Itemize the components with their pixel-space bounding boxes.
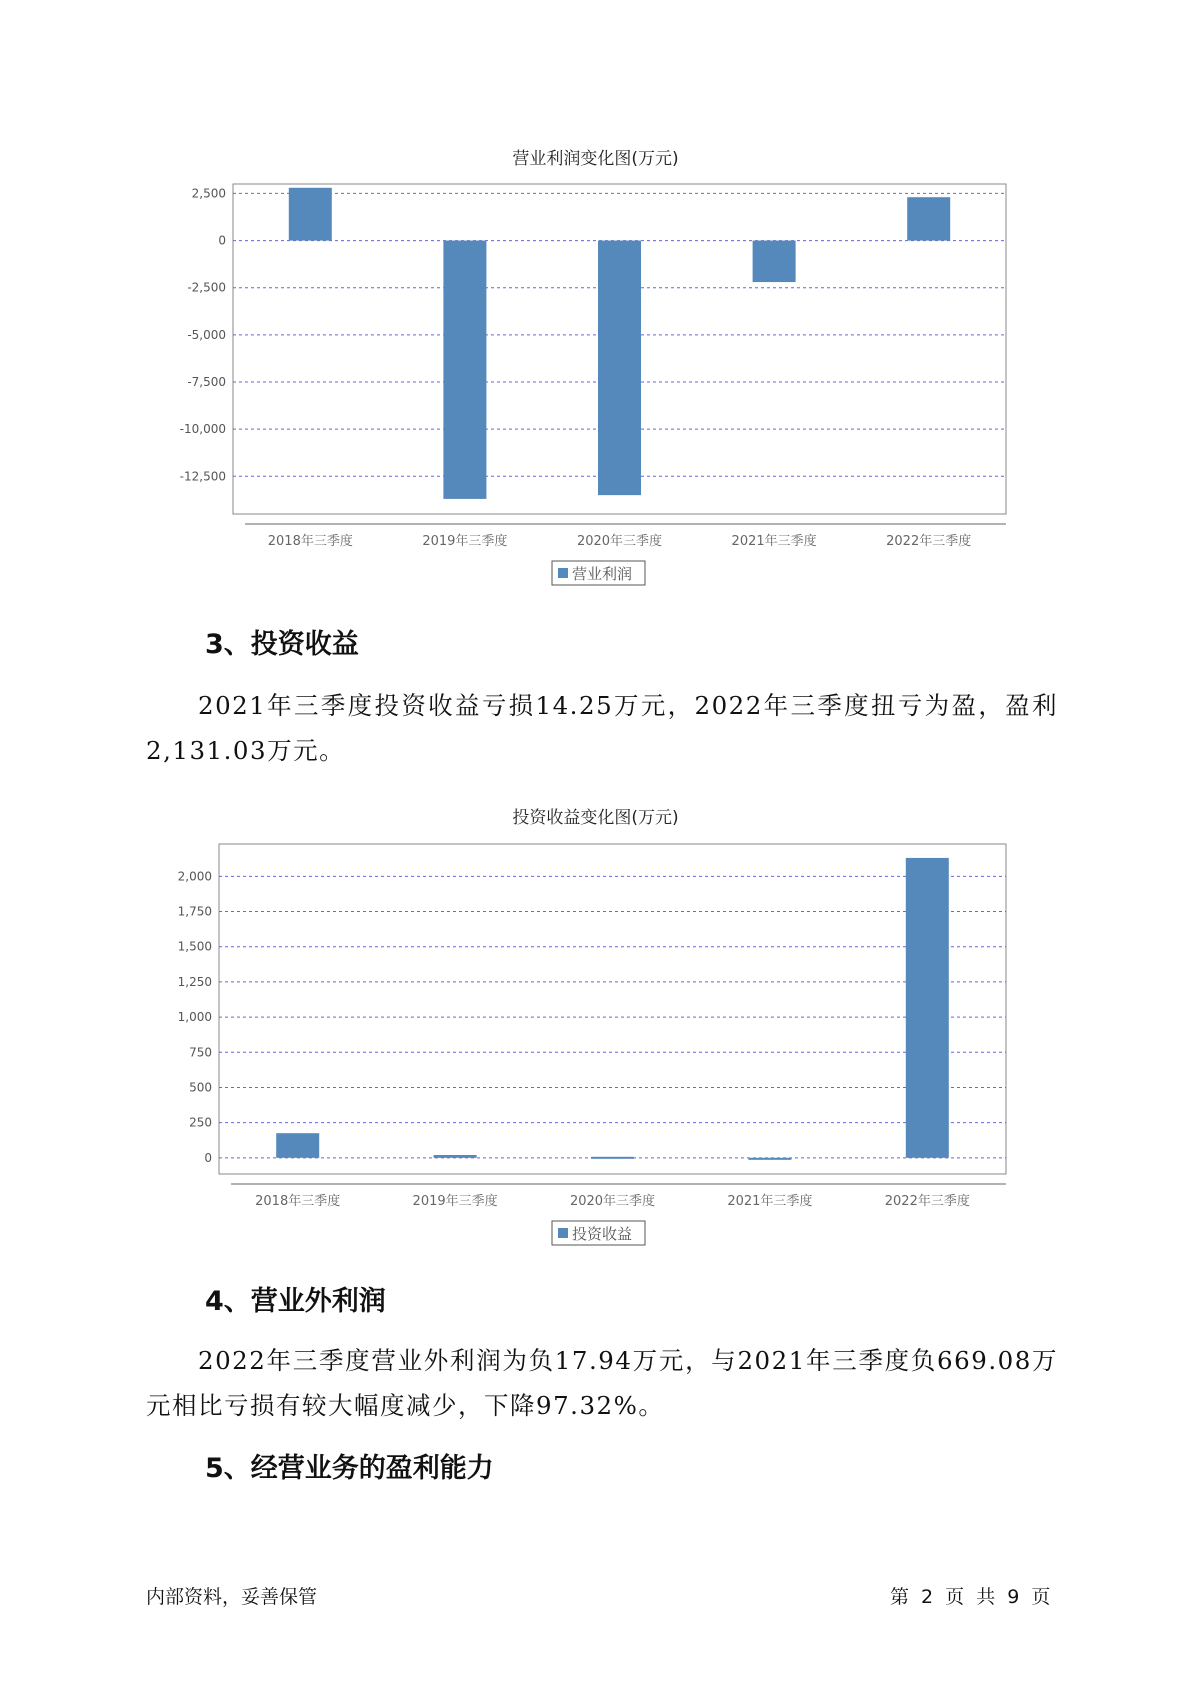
y-tick-label: 0 bbox=[204, 1150, 212, 1165]
x-tick-label: 2019年三季度 bbox=[412, 1194, 498, 1209]
investment-income-chart bbox=[0, 840, 1191, 1260]
section-3-heading: 3、投资收益 bbox=[205, 629, 359, 660]
y-tick-label: 0 bbox=[218, 233, 226, 248]
y-tick-label: -10,000 bbox=[179, 422, 226, 437]
x-tick-label: 2019年三季度 bbox=[422, 534, 508, 549]
chart2-title: 投资收益变化图(万元) bbox=[512, 808, 679, 828]
bar bbox=[748, 1158, 791, 1160]
y-tick-label: -2,500 bbox=[187, 280, 226, 295]
y-tick-label: -12,500 bbox=[179, 469, 226, 484]
legend-label: 营业利润 bbox=[572, 565, 633, 583]
legend-swatch bbox=[558, 1228, 568, 1238]
y-tick-label: 750 bbox=[189, 1045, 212, 1060]
x-tick-label: 2021年三季度 bbox=[731, 534, 817, 549]
x-tick-label: 2020年三季度 bbox=[576, 534, 663, 549]
y-tick-label: 250 bbox=[189, 1115, 212, 1130]
legend-label: 投资收益 bbox=[572, 1225, 633, 1243]
legend-swatch bbox=[558, 568, 568, 578]
bar bbox=[906, 858, 949, 1158]
y-tick-label: 1,500 bbox=[177, 939, 212, 954]
bar bbox=[907, 197, 950, 240]
x-tick-label: 2021年三季度 bbox=[727, 1194, 813, 1209]
x-tick-label: 2020年三季度 bbox=[569, 1194, 656, 1209]
y-tick-label: -5,000 bbox=[187, 327, 226, 342]
x-tick-label: 2018年三季度 bbox=[267, 534, 353, 549]
y-tick-label: 1,000 bbox=[177, 1010, 212, 1025]
plot-area bbox=[219, 844, 1006, 1174]
y-tick-label: 2,000 bbox=[177, 869, 212, 884]
footer-page-number: 第 2 页 共 9 页 bbox=[890, 1586, 1051, 1608]
y-tick-label: 1,750 bbox=[177, 904, 212, 919]
bar bbox=[443, 241, 486, 499]
bar bbox=[598, 241, 641, 496]
bar bbox=[276, 1133, 319, 1158]
bar bbox=[289, 188, 332, 241]
chart1-title: 营业利润变化图(万元) bbox=[512, 149, 679, 169]
section-4-heading: 4、营业外利润 bbox=[205, 1286, 386, 1317]
operating-profit-chart bbox=[0, 180, 1191, 600]
section-4-paragraph: 2022年三季度营业外利润为负17.94万元，与2021年三季度负669.08万元相比亏损有较大幅度减少，下降97.32%。 bbox=[146, 1346, 1058, 1420]
section-5-heading: 5、经营业务的盈利能力 bbox=[205, 1453, 494, 1484]
y-tick-label: 2,500 bbox=[191, 186, 226, 201]
x-tick-label: 2022年三季度 bbox=[884, 1194, 970, 1209]
y-tick-label: 500 bbox=[189, 1080, 212, 1095]
x-tick-label: 2018年三季度 bbox=[255, 1194, 341, 1209]
bar bbox=[753, 241, 796, 282]
y-tick-label: 1,250 bbox=[177, 974, 212, 989]
bar bbox=[591, 1157, 634, 1159]
footer-confidential-note: 内部资料，妥善保管 bbox=[146, 1586, 318, 1608]
x-tick-label: 2022年三季度 bbox=[886, 534, 972, 549]
bar bbox=[434, 1155, 477, 1158]
section-3-paragraph: 2021年三季度投资收益亏损14.25万元，2022年三季度扭亏为盈，盈利2,131.03万元。 bbox=[146, 691, 1058, 765]
y-tick-label: -7,500 bbox=[187, 375, 226, 389]
